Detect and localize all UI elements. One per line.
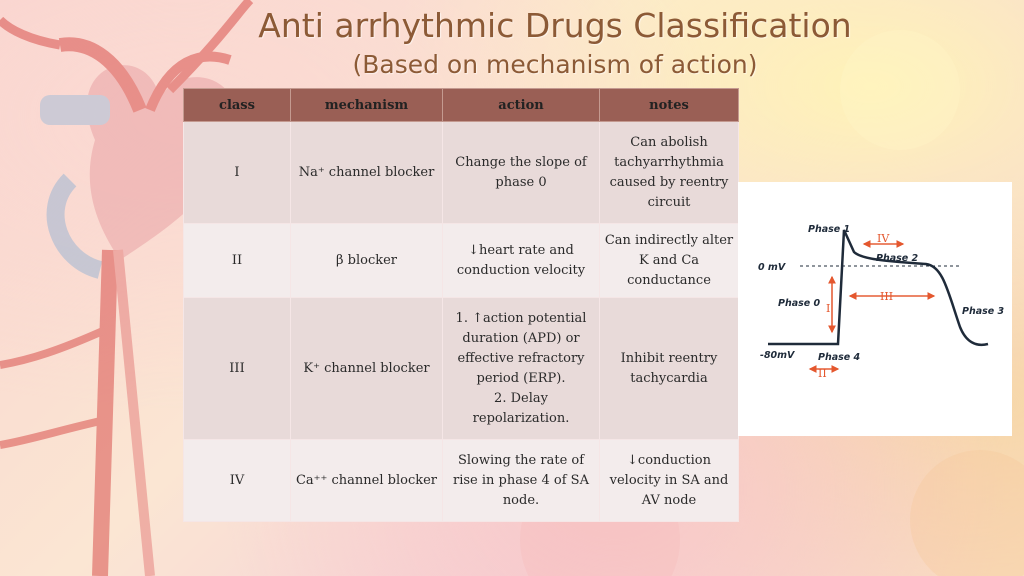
header-class: class (184, 89, 291, 122)
label-minus80: -80mV (760, 350, 795, 361)
label-phase4: Phase 4 (818, 352, 861, 363)
cell-notes: Can indirectly alter K and Ca conductance (600, 224, 739, 298)
cell-notes: Inhibit reentry tachycardia (600, 298, 739, 440)
action-line: effective refractory (457, 350, 585, 366)
cell-mechanism: K⁺ channel blocker (291, 298, 443, 440)
cell-mechanism: β blocker (291, 224, 443, 298)
slide-title: Anti arrhythmic Drugs Classification (258, 6, 852, 45)
label-phase0: Phase 0 (778, 298, 821, 309)
action-potential-curve (768, 230, 988, 345)
action-line: repolarization. (472, 410, 570, 426)
header-mechanism: mechanism (291, 89, 443, 122)
action-potential-svg (738, 182, 1012, 436)
cell-notes: ↓conduction velocity in SA and AV node (600, 440, 739, 522)
label-phase2: Phase 2 (876, 253, 919, 264)
class-iv-label: IV (877, 232, 890, 245)
cell-class: III (184, 298, 291, 440)
class-iii-label: III (880, 290, 894, 303)
header-notes: notes (600, 89, 739, 122)
cell-class: I (184, 122, 291, 224)
action-line: duration (APD) or (462, 330, 580, 346)
cell-action: Change the slope of phase 0 (443, 122, 600, 224)
table-row (184, 298, 739, 440)
action-line: 2. Delay (494, 390, 548, 406)
class-ii-label: II (818, 367, 827, 380)
header-action: action (443, 89, 600, 122)
action-line: 1. ↑action potential (455, 310, 587, 326)
cell-action: ↓heart rate and conduction velocity (443, 224, 600, 298)
cell-notes: Can abolish tachyarrhythmia caused by reentry circuit (600, 122, 739, 224)
cell-class: II (184, 224, 291, 298)
cell-mechanism: Na⁺ channel blocker (291, 122, 443, 224)
label-phase3: Phase 3 (962, 306, 1005, 317)
slide-subtitle: (Based on mechanism of action) (352, 50, 758, 79)
label-zero-mv: 0 mV (758, 262, 786, 273)
action-potential-diagram (738, 182, 1012, 436)
table-row (184, 440, 739, 522)
table-row (184, 224, 739, 298)
action-line: period (ERP). (476, 370, 566, 386)
cell-action-list (443, 298, 600, 440)
cell-action: Slowing the rate of rise in phase 4 of SA node. (443, 440, 600, 522)
cell-class: IV (184, 440, 291, 522)
label-phase1: Phase 1 (808, 224, 851, 235)
class-i-label: I (826, 302, 831, 315)
cell-mechanism: Ca⁺⁺ channel blocker (291, 440, 443, 522)
antiarrhythmic-classification-table (183, 88, 739, 522)
table-row (184, 122, 739, 224)
table-header-row (184, 89, 739, 122)
